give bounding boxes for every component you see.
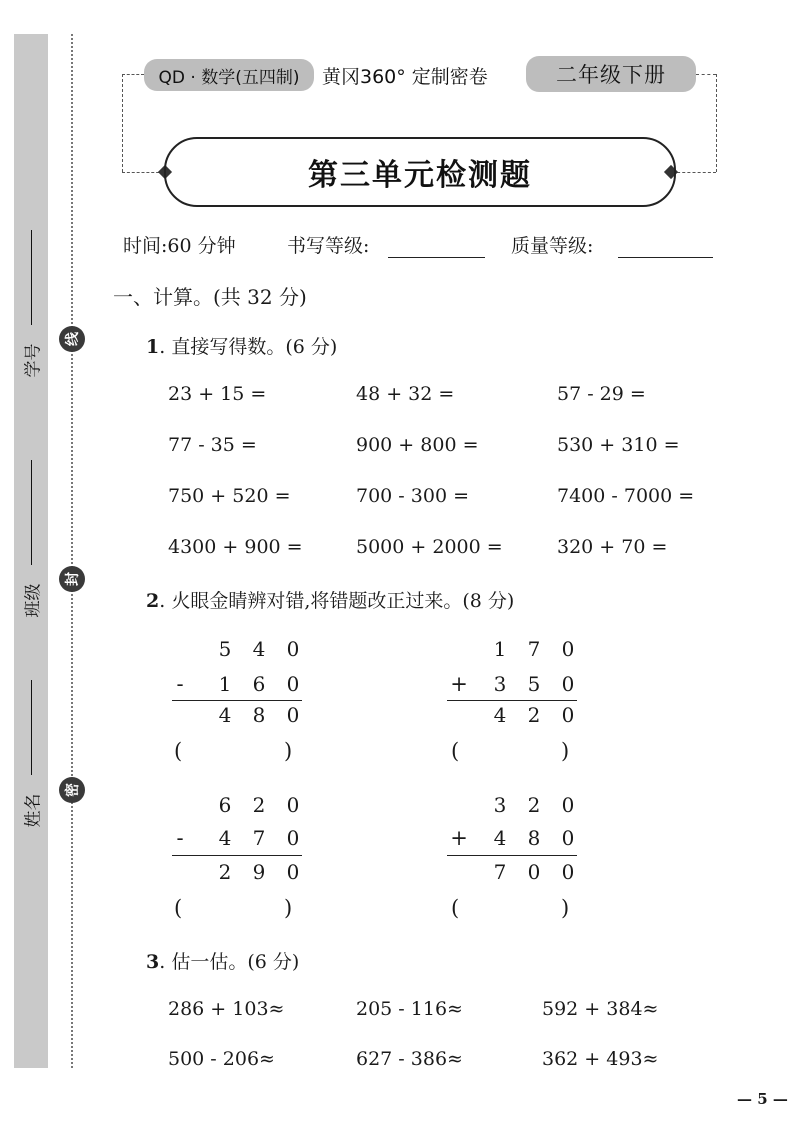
q1-expression: 530 + 310 = <box>557 434 680 456</box>
digit: 8 <box>252 703 266 727</box>
q1-expression: 5000 + 2000 = <box>356 536 503 558</box>
digit: 4 <box>252 637 266 661</box>
q1-expression: 48 + 32 = <box>356 383 455 405</box>
digit: 7 <box>527 637 541 661</box>
header-dash <box>696 74 716 75</box>
student-id-label: 学号 <box>23 343 44 377</box>
answer-paren-open: ( <box>174 739 183 763</box>
class-blank <box>31 460 32 565</box>
digit: 9 <box>252 860 266 884</box>
digit: 1 <box>218 672 232 696</box>
operator: - <box>176 826 184 850</box>
name-label: 姓名 <box>23 793 44 827</box>
operator: - <box>176 672 184 696</box>
digit: 2 <box>527 703 541 727</box>
quality-grade-blank <box>618 257 713 258</box>
student-id-blank <box>31 230 32 325</box>
digit: 0 <box>286 672 300 696</box>
answer-paren-close: ) <box>561 739 570 763</box>
digit: 0 <box>286 826 300 850</box>
digit: 3 <box>493 672 507 696</box>
q3-expression: 592 + 384≈ <box>542 998 659 1020</box>
digit: 0 <box>561 860 575 884</box>
q1-expression: 57 - 29 = <box>557 383 646 405</box>
digit: 3 <box>493 793 507 817</box>
header-dash <box>122 74 144 75</box>
digit: 0 <box>561 703 575 727</box>
digit: 0 <box>561 793 575 817</box>
section-heading: 一、计算。(共 32 分) <box>113 285 307 309</box>
digit: 0 <box>561 672 575 696</box>
seal-mark-secret: 密 <box>59 777 85 803</box>
digit: 5 <box>527 672 541 696</box>
digit: 0 <box>561 826 575 850</box>
q1-expression: 7400 - 7000 = <box>557 485 695 507</box>
operator: + <box>450 672 468 696</box>
grade-badge: 二年级下册 <box>526 56 696 92</box>
sum-line <box>172 700 302 701</box>
q3-expression: 500 - 206≈ <box>168 1048 275 1070</box>
digit: 6 <box>218 793 232 817</box>
operator: + <box>450 826 468 850</box>
page-title: 第三单元检测题 <box>308 158 532 193</box>
header-dash <box>122 74 123 172</box>
digit: 0 <box>286 637 300 661</box>
digit: 0 <box>286 793 300 817</box>
answer-paren-close: ) <box>284 739 293 763</box>
digit: 7 <box>493 860 507 884</box>
digit: 4 <box>218 826 232 850</box>
digit: 5 <box>218 637 232 661</box>
answer-paren-open: ( <box>451 739 460 763</box>
q1-expression: 23 + 15 = <box>168 383 267 405</box>
seal-mark-line: 线 <box>59 326 85 352</box>
question-2: 2. 火眼金睛辨对错,将错题改正过来。(8 分) <box>146 590 515 612</box>
digit: 0 <box>561 637 575 661</box>
sum-line <box>447 700 577 701</box>
answer-paren-open: ( <box>451 896 460 920</box>
digit: 2 <box>527 793 541 817</box>
q1-expression: 77 - 35 = <box>168 434 257 456</box>
digit: 7 <box>252 826 266 850</box>
q3-expression: 362 + 493≈ <box>542 1048 659 1070</box>
q1-expression: 700 - 300 = <box>356 485 469 507</box>
quality-grade-label: 质量等级: <box>511 235 594 257</box>
cut-line <box>71 34 73 1068</box>
answer-paren-close: ) <box>561 896 570 920</box>
digit: 0 <box>286 703 300 727</box>
sum-line <box>447 855 577 856</box>
header-dash <box>672 172 716 173</box>
writing-grade-blank <box>388 257 485 258</box>
digit: 4 <box>493 703 507 727</box>
q3-expression: 627 - 386≈ <box>356 1048 463 1070</box>
digit: 6 <box>252 672 266 696</box>
q1-expression: 320 + 70 = <box>557 536 668 558</box>
digit: 4 <box>218 703 232 727</box>
q1-expression: 750 + 520 = <box>168 485 291 507</box>
q3-expression: 205 - 116≈ <box>356 998 463 1020</box>
series-badge: QD · 数学(五四制) <box>144 59 314 91</box>
question-1: 1. 直接写得数。(6 分) <box>146 336 338 358</box>
digit: 2 <box>252 793 266 817</box>
digit: 0 <box>527 860 541 884</box>
q3-expression: 286 + 103≈ <box>168 998 285 1020</box>
name-blank <box>31 680 32 775</box>
writing-grade-label: 书写等级: <box>287 235 370 257</box>
class-label: 班级 <box>23 583 44 617</box>
q1-expression: 4300 + 900 = <box>168 536 303 558</box>
seal-mark-seal: 封 <box>59 566 85 592</box>
digit: 8 <box>527 826 541 850</box>
sum-line <box>172 855 302 856</box>
page-title-box <box>164 137 676 207</box>
brand-text: 黄冈360° 定制密卷 <box>322 66 488 88</box>
question-3: 3. 估一估。(6 分) <box>146 951 300 973</box>
answer-paren-close: ) <box>284 896 293 920</box>
digit: 1 <box>493 637 507 661</box>
exam-time: 时间:60 分钟 <box>123 235 236 257</box>
page-number: — 5 — <box>737 1090 788 1108</box>
header-dash <box>716 74 717 172</box>
answer-paren-open: ( <box>174 896 183 920</box>
q1-expression: 900 + 800 = <box>356 434 479 456</box>
digit: 2 <box>218 860 232 884</box>
digit: 0 <box>286 860 300 884</box>
digit: 4 <box>493 826 507 850</box>
